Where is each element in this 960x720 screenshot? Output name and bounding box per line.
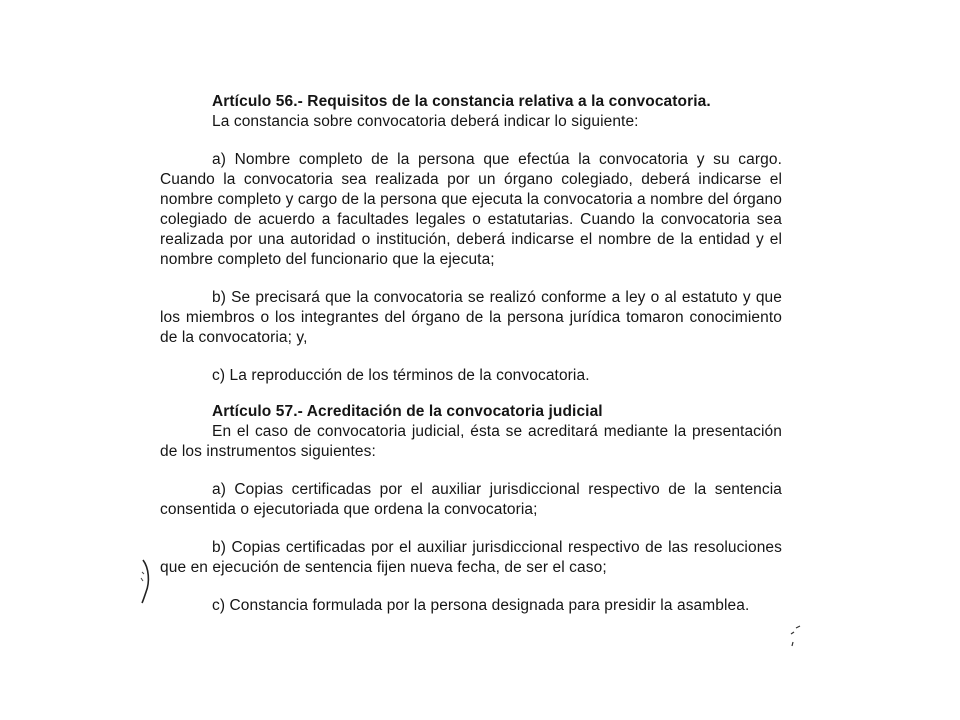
article-56-item-a: a) Nombre completo de la persona que efectúa la convocatoria y su cargo. Cuando la convocatoria sea realizada por un órgano colegiado, deberá indicarse el nombre completo y cargo de la persona que ejecuta la convocatoria a nombre del órgano colegiado de acuerdo a facultades legales o estatutarias. Cuando la convocatoria sea realizada por una autoridad o institución, deberá indicarse el nombre de la entidad y el nombre completo del funcionario que la ejecuta; (160, 151, 782, 268)
spacer (160, 520, 782, 538)
article-56-item-b: b) Se precisará que la convocatoria se realizó conforme a ley o al estatuto y que los miembros o los integrantes del órgano de la persona jurídica tomaron conocimiento de la convocatoria; y, (160, 289, 782, 346)
spacer (160, 348, 782, 366)
article-57-heading: Artículo 57.- Acreditación de la convocatoria judicial (212, 403, 603, 420)
spacer (160, 462, 782, 480)
article-57-item-c: c) Constancia formulada por la persona designada para presidir la asamblea. (212, 597, 750, 614)
spacer (160, 386, 782, 402)
article-57-item-b: b) Copias certificadas por el auxiliar jurisdiccional respectivo de las resoluciones que en ejecución de sentencia fijen nueva fecha, de ser el caso; (160, 539, 782, 576)
spacer (160, 578, 782, 596)
article-57-intro: En el caso de convocatoria judicial, ésta se acreditará mediante la presentación de los instrumentos siguientes: (160, 423, 782, 460)
scan-specks-icon (788, 624, 806, 648)
article-56-heading: Artículo 56.- Requisitos de la constancia relativa a la convocatoria. (212, 93, 711, 110)
article-57-item-a: a) Copias certificadas por el auxiliar jurisdiccional respectivo de la sentencia consentida o ejecutoriada que ordena la convocatoria; (160, 481, 782, 518)
spacer (160, 132, 782, 150)
article-56-intro: La constancia sobre convocatoria deberá indicar lo siguiente: (212, 113, 639, 130)
article-56-item-c: c) La reproducción de los términos de la convocatoria. (212, 367, 590, 384)
document-body (160, 92, 782, 616)
margin-pen-mark-icon (140, 558, 152, 604)
spacer (160, 270, 782, 288)
